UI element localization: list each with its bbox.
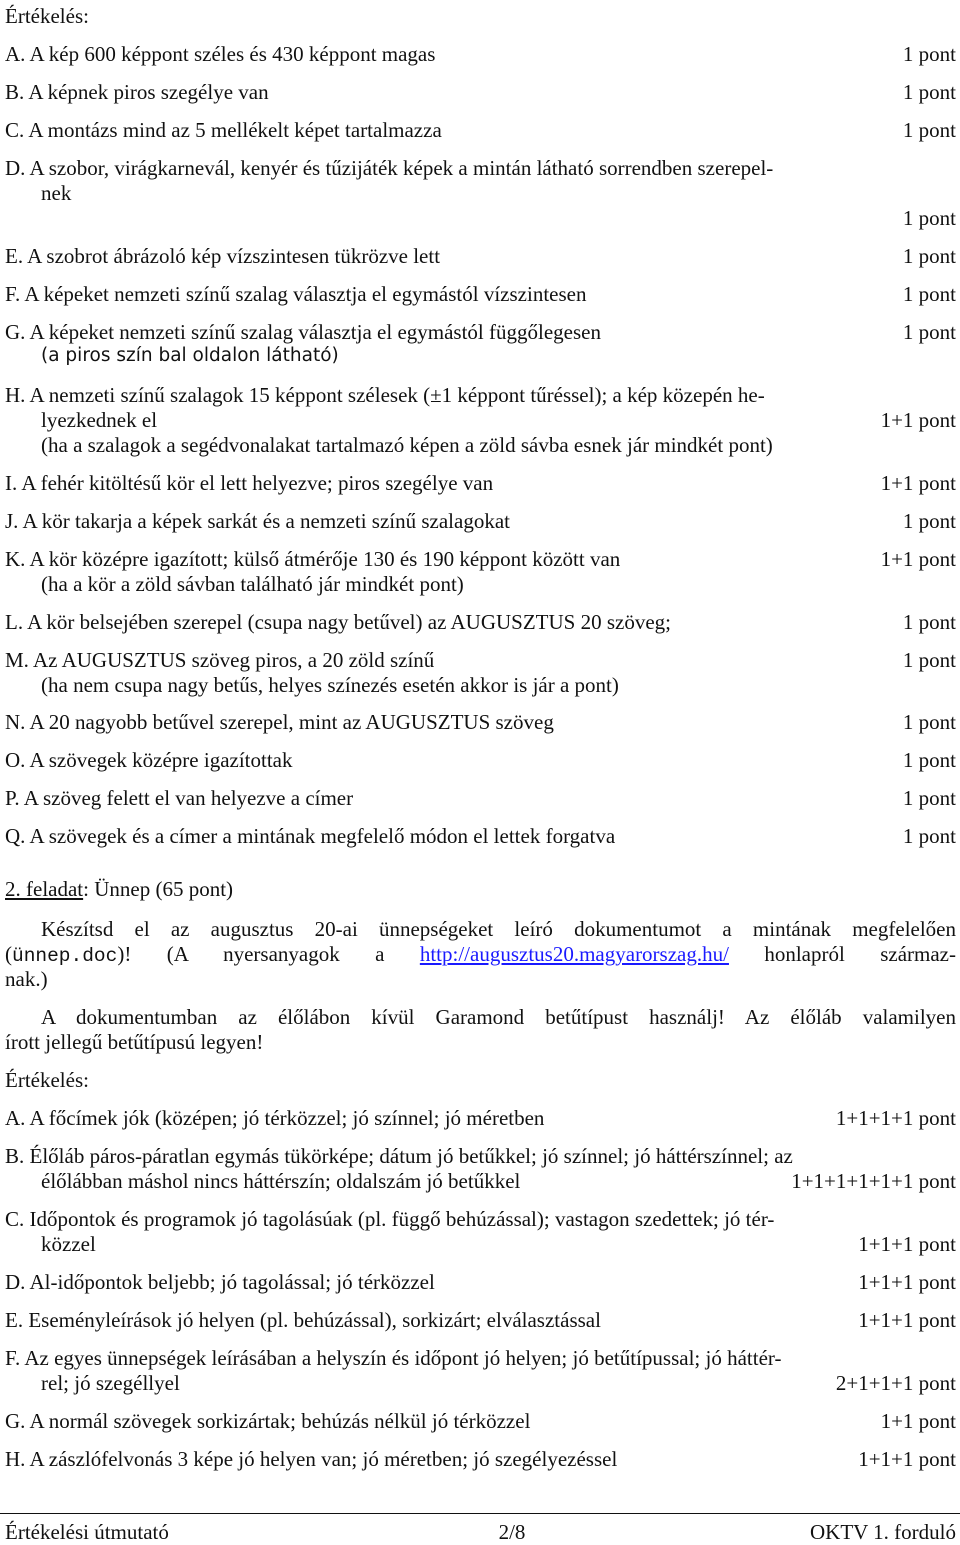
criterion-points: 1+1+1 pont bbox=[858, 1270, 956, 1294]
criterion-points: 1 pont bbox=[902, 610, 956, 634]
criterion-continuation: élőlábban máshol nincs háttérszín; oldalszám jó betűkkel bbox=[41, 1169, 521, 1193]
criterion-points: 1 pont bbox=[902, 320, 956, 344]
criterion-text: D. Al-időpontok beljebb; jó tagolással; jó térközzel bbox=[5, 1270, 435, 1294]
criterion-continuation: nek bbox=[41, 181, 72, 205]
filename: ünnep.doc bbox=[12, 945, 118, 967]
criterion-points: 1 pont bbox=[902, 118, 956, 142]
criterion-points: 1 pont bbox=[902, 648, 956, 672]
criterion-points: 1 pont bbox=[902, 42, 956, 66]
criterion-text: B. Élőláb páros-páratlan egymás tükörképe; dátum jó betűkkel; jó színnel; jó háttérszínnel; az bbox=[5, 1144, 793, 1168]
criterion-text: I. A fehér kitöltésű kör el lett helyezve; piros szegélye van bbox=[5, 471, 494, 495]
criterion-text: K. A kör középre igazított; külső átmérője 130 és 190 képpont között van bbox=[5, 547, 621, 571]
criterion-text: E. Eseményleírások jó helyen (pl. behúzással), sorkizárt; elválasztással bbox=[5, 1308, 601, 1332]
criterion-note: (ha a szalagok a segédvonalakat tartalmazó képen a zöld sávba esnek jár mindkét pont) bbox=[41, 433, 773, 457]
criterion-points: 1+1+1+1 pont bbox=[835, 1106, 956, 1130]
criterion-text: E. A szobrot ábrázoló kép vízszintesen tükrözve lett bbox=[5, 244, 441, 268]
criterion-text: G. A képeket nemzeti színű szalag választja el egymástól függőlegesen bbox=[5, 320, 601, 344]
criterion-text: C. A montázs mind az 5 mellékelt képet tartalmazza bbox=[5, 118, 442, 142]
footer-left: Értékelési útmutató bbox=[5, 1520, 169, 1544]
criterion-points: 1+1+1+1+1+1 pont bbox=[791, 1169, 956, 1193]
criterion-text: H. A nemzeti színű szalagok 15 képpont szélesek (±1 képpont tűréssel); a kép közepén he- bbox=[5, 383, 765, 407]
task-paragraph-1-line-1: Készítsd el az augusztus 20-ai ünnepségeket leíró dokumentumot a mintának megfelelően bbox=[41, 917, 956, 941]
criterion-points: 1 pont bbox=[902, 509, 956, 533]
criterion-points: 1+1+1 pont bbox=[858, 1308, 956, 1332]
task-paragraph-1-line-3: nak.) bbox=[5, 967, 48, 991]
criterion-text: P. A szöveg felett el van helyezve a címer bbox=[5, 786, 354, 810]
footer-divider bbox=[0, 1513, 960, 1514]
criterion-points: 1 pont bbox=[902, 786, 956, 810]
criterion-text: A. A főcímek jók (középen; jó térközzel; jó színnel; jó méretben bbox=[5, 1106, 545, 1130]
evaluation-heading: Értékelés: bbox=[5, 1068, 89, 1092]
footer-page-number: 2/8 bbox=[498, 1520, 526, 1544]
text-segment: ( bbox=[5, 942, 12, 966]
footer-right: OKTV 1. forduló bbox=[809, 1520, 956, 1544]
criterion-text: J. A kör takarja a képek sarkát és a nemzeti színű szalagokat bbox=[5, 509, 510, 533]
task-paragraph-2-line-2: írott jellegű betűtípusú legyen! bbox=[5, 1030, 264, 1054]
criterion-text: C. Időpontok és programok jó tagolásúak (pl. függő behúzással); vastagon szedettek; jó tér- bbox=[5, 1207, 775, 1231]
criterion-text: H. A zászlófelvonás 3 képe jó helyen van; jó méretben; jó szegélyezéssel bbox=[5, 1447, 618, 1471]
criterion-points: 1+1 pont bbox=[880, 547, 956, 571]
source-link[interactable]: http://augusztus20.magyarorszag.hu/ bbox=[419, 942, 729, 966]
task-title bbox=[5, 877, 233, 902]
criterion-points: 1+1 pont bbox=[880, 1409, 956, 1433]
criterion-points: 1 pont bbox=[902, 244, 956, 268]
task-title-rest: : Ünnep (65 pont) bbox=[83, 877, 234, 901]
criterion-text: M. Az AUGUSZTUS szöveg piros, a 20 zöld színű bbox=[5, 648, 435, 672]
criterion-points: 1 pont bbox=[902, 282, 956, 306]
criterion-text: L. A kör belsejében szerepel (csupa nagy betűvel) az AUGUSZTUS 20 szöveg; bbox=[5, 610, 671, 634]
task-paragraph-2-line-1: A dokumentumban az élőlábon kívül Garamond betűtípust használj! Az élőláb valamilyen bbox=[41, 1005, 956, 1029]
criterion-points: 1+1 pont bbox=[880, 471, 956, 495]
criterion-points: 1 pont bbox=[902, 80, 956, 104]
text-segment: )! (A nyersanyagok a bbox=[117, 942, 420, 966]
criterion-text: N. A 20 nagyobb betűvel szerepel, mint az AUGUSZTUS szöveg bbox=[5, 710, 554, 734]
criterion-continuation: rel; jó szegéllyel bbox=[41, 1371, 180, 1395]
evaluation-heading: Értékelés: bbox=[5, 4, 89, 28]
task-paragraph-1-line-2 bbox=[5, 942, 956, 967]
criterion-points: 1 pont bbox=[902, 206, 956, 230]
criterion-text: F. Az egyes ünnepségek leírásában a helyszín és időpont jó helyen; jó betűtípussal; jó háttér- bbox=[5, 1346, 782, 1370]
criterion-points: 1 pont bbox=[902, 824, 956, 848]
text-segment: honlapról származ- bbox=[728, 942, 956, 966]
criterion-text: Q. A szövegek és a címer a mintának megfelelő módon el lettek forgatva bbox=[5, 824, 616, 848]
criterion-points: 1 pont bbox=[902, 748, 956, 772]
criterion-continuation: közzel bbox=[41, 1232, 96, 1256]
criterion-text: D. A szobor, virágkarnevál, kenyér és tűzijáték képek a mintán látható sorrendben szerepel- bbox=[5, 156, 774, 180]
criterion-text: G. A normál szövegek sorkizártak; behúzás nélkül jó térközzel bbox=[5, 1409, 531, 1433]
criterion-note: (ha nem csupa nagy betűs, helyes színezés esetén akkor is jár a pont) bbox=[41, 673, 619, 697]
criterion-points: 1+1 pont bbox=[880, 408, 956, 432]
criterion-text: B. A képnek piros szegélye van bbox=[5, 80, 269, 104]
criterion-points: 1+1+1 pont bbox=[858, 1232, 956, 1256]
criterion-continuation: lyezkednek el bbox=[41, 408, 158, 432]
criterion-text: F. A képeket nemzeti színű szalag választja el egymástól vízszintesen bbox=[5, 282, 587, 306]
criterion-points: 1+1+1 pont bbox=[858, 1447, 956, 1471]
criterion-text: A. A kép 600 képpont széles és 430 képpont magas bbox=[5, 42, 436, 66]
task-number: 2. feladat bbox=[5, 877, 84, 901]
criterion-points: 1 pont bbox=[902, 710, 956, 734]
criterion-note: (a piros szín bal oldalon látható) bbox=[41, 345, 339, 366]
criterion-text: O. A szövegek középre igazítottak bbox=[5, 748, 293, 772]
criterion-note: (ha a kör a zöld sávban található jár mindkét pont) bbox=[41, 572, 464, 596]
criterion-points: 2+1+1+1 pont bbox=[835, 1371, 956, 1395]
